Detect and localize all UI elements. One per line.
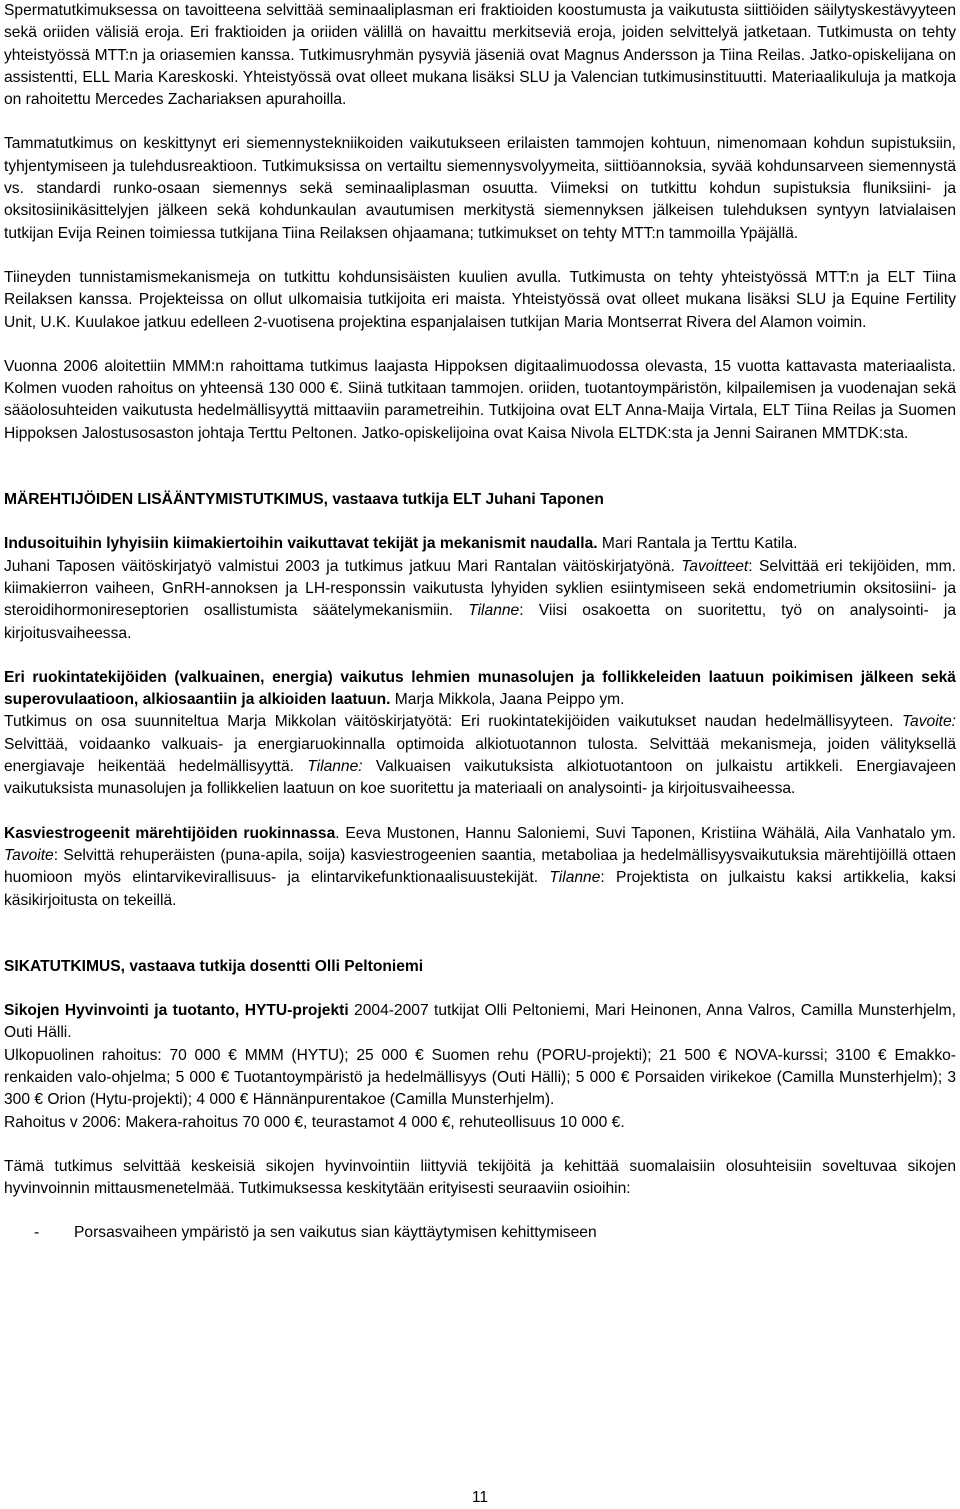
funding-external: Ulkopuolinen rahoitus: 70 000 € MMM (HYTU); 25 000 € Suomen rehu (PORU-projekti); 21 500 € NOVA-kurssi; 3100 € Emakko-renkaiden valo-ohjelma; 5 000 € Tuotantoympäristö ja hedelmällisyys (Outi Hälli); 5 000 € Porsaiden virikekoe (Camilla Munsterhjelm); 3 300 € Orion (Hytu-projekti); 4 000 € Hännänpurentakoe (Camilla Munsterhjelm). [4,1046,956,1109]
bullet-dash: - [34,1224,40,1242]
paragraph-mare-research: Tammatutkimus on keskittynyt eri siemennystekniikoiden vaikutukseen erilaisten tammojen kohtuun, nimenomaan kohdun supistuksiin, tyhjentymiseen ja tulehdusreaktioon. Tutkimuksissa on vertailtu siemennysvolyymeita, siittiöannoksia, syvää kohdunsarveen siemennystä vs. standardi runko-osaan siemennys sekä seminaaliplasman osuutta. Viimeksi on tutkittu kohdun supistuksia fluniksiini- ja oksitosiinikäsittelyjen jälkeen sekä kohdunkaulan avautumisen merkitystä siemennyksen jälkeisen tulehduksen syntyyn latvialaisen tutkijan Evija Reinen toimiessa tutkijana Tiina Reilaksen ohjaamana; tutkimukset on tehty MTT:n tammoilla Ypäjällä. [4,135,956,242]
pig-project [4,1000,956,1045]
item-text: : Selvittää eri tekijöiden, mm. kiimakierron vaiheen, GnRH-annoksen ja LH-responssin vaikutusta lyhyiden syklien esiintymiseen sekä endometriumin oksitosiini- ja steroidihormonireseptorien osallistumista säätelymekanismiin. [4,557,956,620]
item-authors: Marja Mikkola, Jaana Peippo ym. [390,691,625,709]
label-goal: Tavoite [4,846,54,864]
item-text: Tutkimus on osa suunniteltua Marja Mikkolan väitöskirjatyötä: Eri ruokintatekijöiden vaikutukset naudan hedelmällisyyteen. [4,713,902,731]
item-text: : Selvittä rehuperäisten (puna-apila, soija) kasviestrogeenien saantia, metaboliaa ja hedelmällisyysvaikutuksia märehtijöillä ottaen huomioon myös elintarvikevirallisuus- ja elintarvikefunktionaalisuustekijät. [4,846,956,887]
bullet-text: Porsasvaiheen ympäristö ja sen vaikutus sian käyttäytymisen kehittymiseen [74,1224,597,1242]
item-title: Eri ruokintatekijöiden (valkuainen, energia) vaikutus lehmien munasolujen ja follikkeleiden laatuun poikimisen jälkeen sekä superovulaatioon, alkiosaantiin ja alkioiden laatuun. [4,668,956,709]
ruminant-item-1 [4,533,956,555]
paragraph-semen-research: Spermatutkimuksessa on tavoitteena selvittää seminaaliplasman eri fraktioiden koostumusta ja vaikutusta siittiöiden säilytyskestävyyteen sekä oriiden välisiä eroja. Eri fraktioiden ja oriiden välillä on havaittu merkitseviä eroja, joiden selvittelyä jatketaan. Tutkimusta on tehty yhteistyössä MTT:n ja oriasemien kanssa. Tutkimusryhmän pysyviä jäseniä ovat Magnus Andersson ja Tiina Reilas. Jatko-opiskelijana on assistentti, ELL Maria Kareskoski. Yhteistyössä ovat olleet mukana lisäksi SLU ja Valencian tutkimusinstituutti. Materiaalikuluja ja matkoja on rahoitettu Mercedes Zachariaksen apurahoilla. [4,2,956,109]
page-number: 11 [471,1489,489,1506]
ruminant-item-2 [4,667,956,712]
item-title: Kasviestrogeenit märehtijöiden ruokinnassa [4,824,336,842]
item-text: : Viisi osakoetta on suoritettu, työ on analysointi- ja kirjoitusvaiheessa. [4,602,957,642]
ruminant-item-1-body [4,556,956,645]
label-goal: Tavoitteet [681,557,749,575]
item-text: Juhani Taposen väitöskirjatyö valmistui 2003 ja tutkimus jatkuu Mari Rantalan väitöskirjatyönä. [4,557,682,575]
item-text: Selvittää, voidaanko valkuais- ja energiaruokinnalla optimoida alkiotuotannon tulosta. Selvittää mekanismeja, joiden välityksellä energiavaje heikentää hedelmällisyyttä. [4,735,956,776]
item-authors: Mari Rantala ja Terttu Katila. [597,535,798,553]
ruminant-item-2-body [4,711,956,800]
item-text: : Projektista on julkaistu kaksi artikkelia, kaksi käsikirjoitusta on tekeillä. [4,869,956,909]
item-text: Valkuaisen vaikutuksista alkiotuotantoon on julkaistu artikkeli. Energiavajeen vaikutuksista munasolujen ja follikkelien laatuun on koe suoritettu ja materiaali on analysointi- ja kirjoitusvaiheessa. [4,758,956,798]
label-status: Tilanne [468,602,520,620]
item-title: Indusoituihin lyhyisiin kiimakiertoihin vaikuttavat tekijät ja mekanismit naudalla. [4,535,598,553]
section-heading-pig: SIKATUTKIMUS, vastaava tutkija dosentti Olli Peltoniemi [4,957,424,975]
paragraph-hippos-study: Vuonna 2006 aloitettiin MMM:n rahoittama tutkimus laajasta Hippoksen digitaalimuodossa olevasta, 15 vuotta kattavasta materiaalista. Kolmen vuoden rahoitus on yhteensä 130 000 €. Siinä tutkitaan tammojen. oriiden, tuotantoympäristön, kilpailemisen ja vuodenajan sekä sääolosuhteiden vaikutusta hedelmällisyyttä mittaaviin parametreihin. Tutkijoina ovat ELT Anna-Maija Virtala, ELT Tiina Reilas ja Suomen Hippoksen Jalostusosaston johtaja Terttu Peltonen. Jatko-opiskelijoina ovat Kaisa Nivola ELTDK:sta ja Jenni Sairanen MMTDK:sta. [4,357,956,442]
paragraph-pregnancy-recognition: Tiineyden tunnistamismekanismeja on tutkittu kohdunsisäisten kuulien avulla. Tutkimusta on tehty yhteistyössä MTT:n ja ELT Tiina Reilaksen kanssa. Projekteissa on ollut ulkomaisia tutkijoita eri maista. Yhteistyössä ovat olleet mukana lisäksi SLU ja Equine Fertility Unit, U.K. Kuulakoe jatkuu edelleen 2-vuotisena projektina espanjalaisen tutkijan Maria Montserrat Rivera del Alamon voimin. [4,268,956,331]
pig-description: Tämä tutkimus selvittää keskeisiä sikojen hyvinvointiin liittyviä tekijöitä ja kehittää suomalaisiin olosuhteisiin soveltuvaa sikojen hyvinvoinnin mittausmenetelmää. Tutkimuksessa keskitytään erityisesti seuraaviin osioihin: [4,1157,956,1198]
document-page [4,0,956,1245]
label-goal: Tavoite: [901,713,956,731]
funding-2006: Rahoitus v 2006: Makera-rahoitus 70 000 €, teurastamot 4 000 €, rehuteollisuus 10 000 €. [4,1113,625,1131]
label-status: Tilanne [549,869,601,887]
label-status: Tilanne: [307,758,363,776]
item-authors: . Eeva Mustonen, Hannu Saloniemi, Suvi Taponen, Kristiina Wähälä, Aila Vanhatalo ym. [335,824,957,842]
section-heading-ruminant: MÄREHTIJÖIDEN LISÄÄNTYMISTUTKIMUS, vastaava tutkija ELT Juhani Taponen [4,491,604,509]
ruminant-item-3 [4,823,956,912]
bullet-list-item [4,1222,956,1244]
project-title: Sikojen Hyvinvointi ja tuotanto, HYTU-projekti [4,1002,349,1020]
project-text: 2004-2007 tutkijat Olli Peltoniemi, Mari Heinonen, Anna Valros, Camilla Munsterhjelm, Outi Hälli. [4,1002,956,1042]
